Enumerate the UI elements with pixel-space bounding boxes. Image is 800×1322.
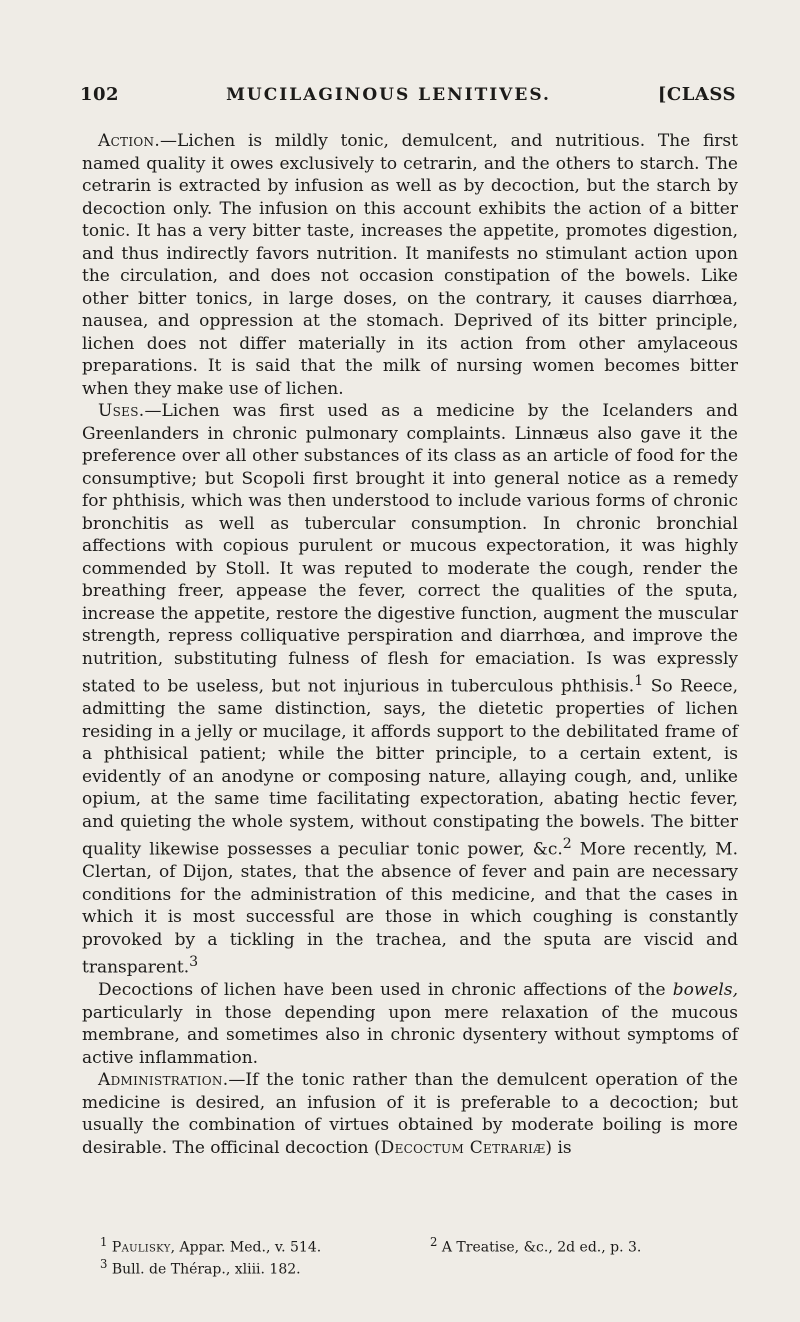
action-paragraph: [82, 130, 738, 400]
administration-text: —If the tonic rather than the demulcent operation of the medicine is desired, an infusion of it is preferable to a decoction; but usually the combination of virtues obtained by moderate boiling is more desirable. The officinal decoction (: [82, 1070, 738, 1158]
uses-heading: Uses.: [98, 401, 145, 421]
bowels-italic: bowels,: [672, 980, 738, 1001]
uses-paragraph: [82, 400, 738, 979]
footnote-2: [410, 1234, 740, 1256]
footnote-1: [100, 1234, 410, 1256]
administration-heading: Administration.: [98, 1070, 229, 1091]
footnote-ref-3: 3: [189, 954, 199, 971]
action-text: —Lichen is mildly tonic, demulcent, and nutritious. The first named quality it owes exclusively to cetrarin, and the others to starch. The cetrarin is extracted by infusion as well as by decoction, but the starch by decoction only. The infusion on this account exhibits the action of a bitter tonic. It has a very bitter taste, increases the appetite, promotes digestion, and thus indirectly favors nutrition. It manifests no stimulant action upon the circulation, and does not occasion constipation of the bowels. Like other bitter tonics, in large doses, on the contrary, it causes diarrhœa, nausea, and oppression at the stomach. Deprived of its bitter principle, lichen does not differ materially in its action from other amylaceous preparations. It is said that the milk of nursing women becomes bitter when they make use of lichen.: [82, 131, 738, 399]
action-heading: Action.: [98, 131, 161, 151]
administration-paragraph: [82, 1069, 738, 1159]
administration-text-end: ) is: [545, 1137, 572, 1158]
running-header: [80, 84, 736, 112]
footnote-1-text: , Appar. Med., v. 514.: [170, 1239, 322, 1256]
page-number: 102: [80, 84, 120, 105]
section-label: [CLASS: [657, 84, 736, 105]
bowels-text-2: particularly in those depending upon mere relaxation of the mucous membrane, and sometimes also in chronic dysentery without symptoms of active inflammation.: [82, 1002, 738, 1068]
footnote-1-mark: 1: [100, 1235, 108, 1249]
bowels-text-1: Decoctions of lichen have been used in chronic affections of the: [98, 980, 673, 1001]
footnotes: [100, 1234, 740, 1277]
decoctum-cetrariae: Decoctum Cetrariæ: [380, 1137, 546, 1158]
footnote-row: [100, 1256, 740, 1278]
footnote-ref-1: 1: [634, 673, 644, 689]
body-text: [82, 130, 738, 1159]
uses-text-2: So Reece, admitting the same distinction, says, the dietetic properties of lichen residing in a jelly or mucilage, it affords support to the debilitated frame of a phthisical patient; while the bitter principle, to a certain extent, is evidently of an anodyne or composing nature, allaying cough, and, unlike opium, at the same time facilitating expectoration, abating hectic fever, and quieting the whole system, without constipating the bowels. The bitter quality likewise possesses a peculiar tonic power, &c.: [82, 676, 738, 860]
uses-text-1: —Lichen was first used as a medicine by the Icelanders and Greenlanders in chronic pulmonary complaints. Linnæus also gave it the preference over all other substances of its class as an article of food for the consumptive; but Scopoli first brought it into general notice as a remedy for phthisis, which was then understood to include various forms of chronic bronchitis as well as tubercular consumption. In chronic bronchial affections with copious purulent or mucous expectoration, it was highly commended by Stoll. It was reputed to moderate the cough, render the breathing freer, appease the fever, correct the qualities of the sputa, increase the appetite, restore the digestive function, augment the muscular strength, repress colliquative perspiration and diarrhœa, and improve the nutrition, substituting fulness of flesh for emaciation. Is was expressly stated to be useless, but not injurious in tuberculous phthisis.: [82, 401, 738, 697]
footnote-row: [100, 1234, 740, 1256]
footnote-ref-2: 2: [562, 836, 572, 853]
running-title: MUCILAGINOUS LENITIVES.: [226, 85, 551, 105]
footnote-3-mark: 3: [100, 1256, 108, 1271]
footnote-3-text: Bull. de Thérap., xliii. 182.: [107, 1261, 301, 1278]
footnote-1-author: Paulisky: [111, 1239, 171, 1256]
uses-text-3: More recently, M. Clertan, of Dijon, states, that the absence of fever and pain are necessary conditions for the administration of this medicine, and that the cases in which it is most successful are those in which coughing is constantly provoked by a tickling in the trachea, and the sputa are viscid and transparent.: [82, 839, 738, 978]
footnote-3: [100, 1256, 740, 1278]
footnote-2-text: A Treatise, &c., 2d ed., p. 3.: [437, 1239, 642, 1256]
footnote-2-mark: 2: [430, 1235, 438, 1249]
bowels-paragraph: [82, 979, 738, 1069]
